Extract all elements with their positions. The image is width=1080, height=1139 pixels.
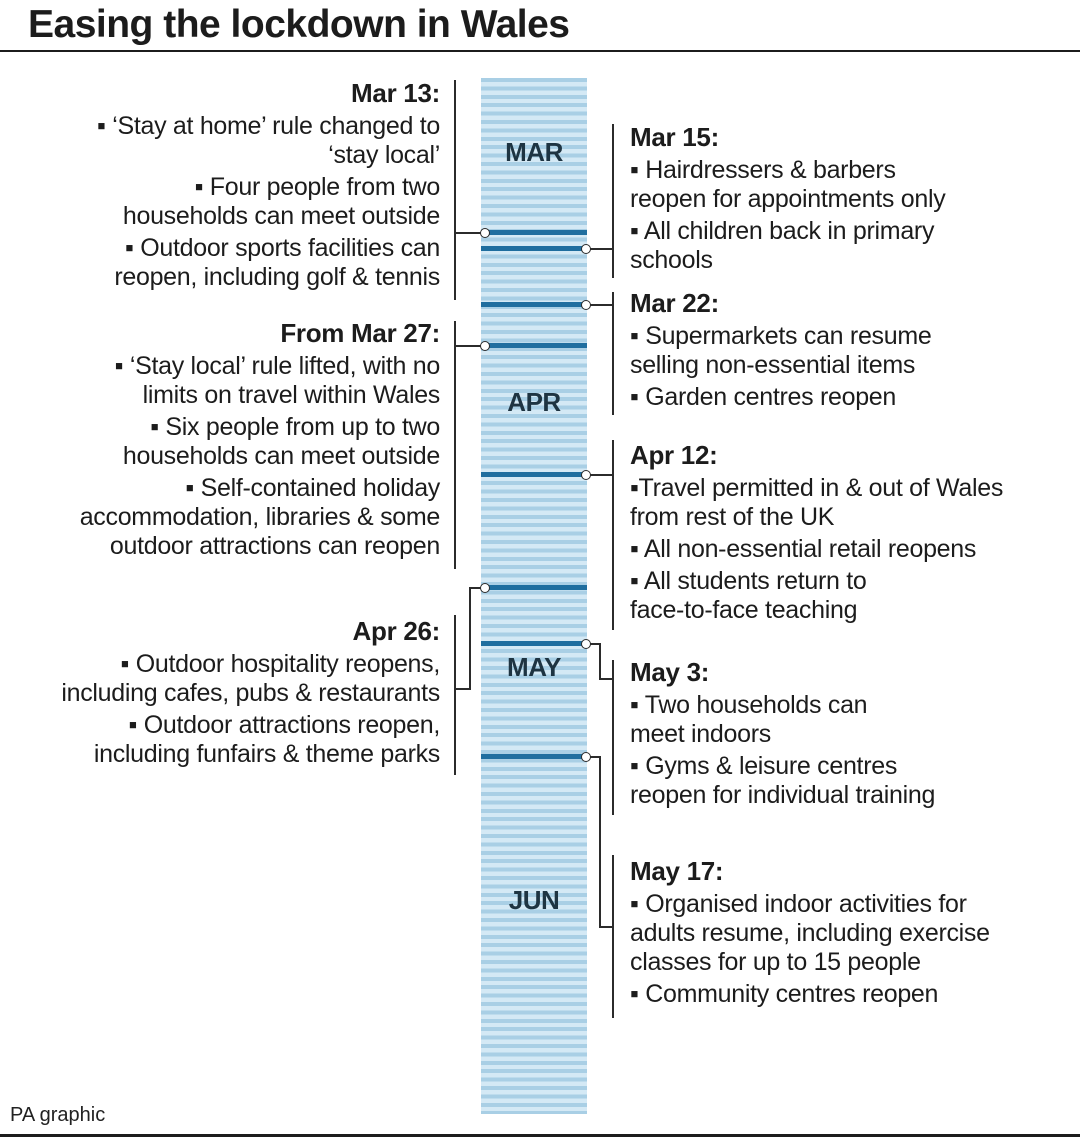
connector-mar-27: [454, 345, 481, 347]
event-date: Apr 12:: [630, 440, 718, 470]
event-item: ▪ Two households can meet indoors: [630, 691, 868, 748]
event-date: From Mar 27:: [280, 318, 440, 348]
connector-may-3-c: [599, 678, 613, 680]
event-mar-27: [80, 318, 440, 564]
connector-mar-13: [454, 232, 481, 234]
bottom-rule: [0, 1134, 1080, 1137]
bracket-mar-13: [454, 80, 456, 300]
connector-may-17-c: [599, 926, 613, 928]
event-item: ▪ Community centres reopen: [630, 980, 939, 1008]
month-label-may: MAY: [507, 652, 561, 682]
event-date: Mar 13:: [351, 78, 440, 108]
marker-mar-15: [581, 244, 591, 254]
connector-apr-26-b: [469, 587, 471, 690]
event-item: ▪ All students return to face-to-face teaching: [630, 567, 867, 624]
tick-may-3: [481, 641, 587, 646]
bracket-mar-27: [454, 321, 456, 569]
event-date: Apr 26:: [352, 616, 440, 646]
marker-may-17: [581, 752, 591, 762]
event-apr-12: [630, 440, 1003, 628]
event-item: ▪ Gyms & leisure centres reopen for individual training: [630, 752, 936, 809]
event-date: Mar 22:: [630, 288, 719, 318]
event-may-17: [630, 856, 990, 1012]
tick-mar-27: [481, 343, 587, 348]
event-may-3: [630, 657, 935, 813]
bracket-may-3: [612, 660, 614, 815]
event-item: ▪ ‘Stay local’ rule lifted, with no limits on travel within Wales: [114, 352, 440, 409]
event-mar-15: [630, 122, 945, 278]
connector-may-3-b: [599, 643, 601, 679]
event-item: ▪ ‘Stay at home’ rule changed to ‘stay local’: [97, 112, 440, 169]
credit-text: PA graphic: [10, 1104, 106, 1126]
title-rule: [0, 50, 1080, 52]
marker-mar-13: [480, 228, 490, 238]
event-item: ▪ Self-contained holiday accommodation, libraries & some outdoor attractions can reopen: [79, 474, 440, 560]
month-label-mar: MAR: [505, 137, 563, 167]
bracket-apr-12: [612, 440, 614, 630]
event-item: ▪ Outdoor attractions reopen, including funfairs & theme parks: [93, 711, 440, 768]
event-date: May 3:: [630, 657, 710, 687]
event-item: ▪ Four people from two households can meet outside: [122, 173, 440, 230]
tick-mar-15: [481, 246, 587, 251]
page-title: Easing the lockdown in Wales: [28, 3, 570, 46]
month-label-apr: APR: [507, 387, 561, 417]
bracket-may-17: [612, 855, 614, 1018]
tick-may-17: [481, 754, 587, 759]
marker-may-3: [581, 639, 591, 649]
bracket-mar-15: [612, 124, 614, 278]
bracket-apr-26: [454, 615, 456, 775]
event-date: May 17:: [630, 856, 724, 886]
event-mar-13: [97, 78, 440, 295]
tick-mar-13: [481, 230, 587, 235]
tick-apr-26: [481, 585, 587, 590]
event-item: ▪Travel permitted in & out of Wales from rest of the UK: [630, 474, 1004, 531]
month-label-jun: JUN: [508, 885, 560, 915]
marker-apr-26: [480, 583, 490, 593]
event-mar-22: [630, 288, 932, 415]
marker-mar-22: [581, 300, 591, 310]
event-item: ▪ All non-essential retail reopens: [630, 535, 977, 563]
event-item: ▪ Garden centres reopen: [630, 383, 897, 411]
event-item: ▪ Hairdressers & barbers reopen for appointments only: [630, 156, 946, 213]
event-apr-26: [61, 616, 440, 772]
tick-apr-12: [481, 472, 587, 477]
marker-apr-12: [581, 470, 591, 480]
marker-mar-27: [480, 341, 490, 351]
event-item: ▪ Organised indoor activities for adults resume, including exercise classes for up to 15 people: [630, 890, 990, 976]
event-item: ▪ Supermarkets can resume selling non-essential items: [630, 322, 932, 379]
event-item: ▪ Six people from up to two households can meet outside: [122, 413, 440, 470]
connector-may-17-b: [599, 756, 601, 927]
bracket-mar-22: [612, 292, 614, 415]
event-item: ▪ All children back in primary schools: [630, 217, 935, 274]
tick-mar-22: [481, 302, 587, 307]
event-item: ▪ Outdoor sports facilities can reopen, including golf & tennis: [114, 234, 440, 291]
event-date: Mar 15:: [630, 122, 719, 152]
connector-apr-26-a: [454, 688, 470, 690]
event-item: ▪ Outdoor hospitality reopens, including cafes, pubs & restaurants: [61, 650, 440, 707]
